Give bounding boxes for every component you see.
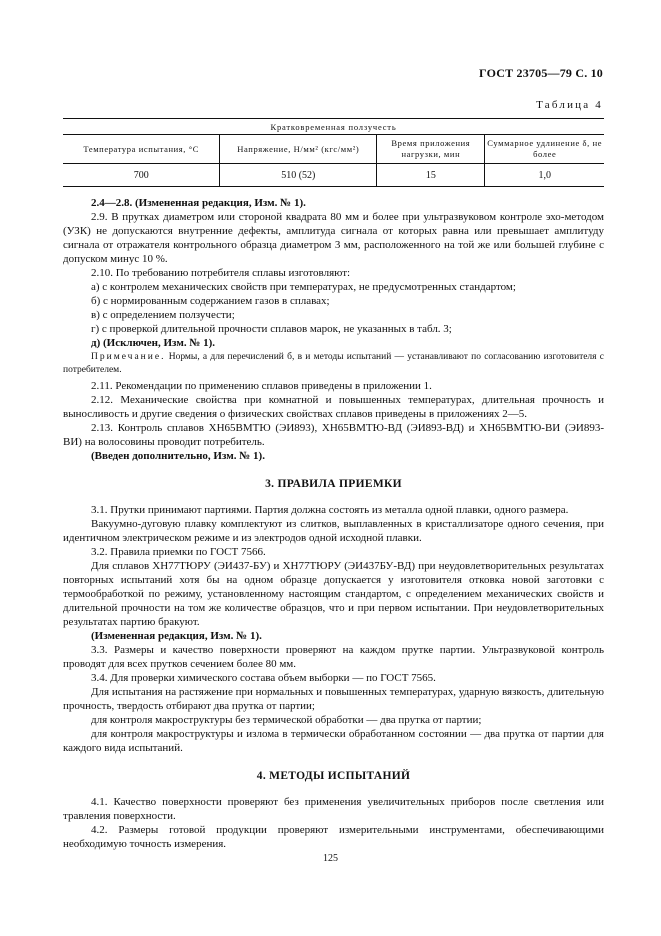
paragraph-2-13: 2.13. Контроль сплавов ХН65ВМТЮ (ЭИ893), ХН65ВМТЮ-ВД (ЭИ893-ВД) и ХН65ВМТЮ-ВИ (ЭИ893-ВИ) на волосовины проводит потребитель. <box>63 422 604 448</box>
list-item: б) с нормированным содержанием газов в сплавах; <box>91 295 330 307</box>
table-caption: Таблица 4 <box>536 99 603 111</box>
list-item: г) с проверкой длительной прочности сплавов марок, не указанных в табл. 3; <box>91 323 452 335</box>
paragraph-2-10: 2.10. По требованию потребителя сплавы изготовляют: <box>91 267 351 279</box>
section-title: 4. МЕТОДЫ ИСПЫТАНИЙ <box>256 770 411 782</box>
creep-table <box>63 118 604 187</box>
paragraph-3-4: 3.4. Для проверки химического состава объем выборки — по ГОСТ 7565. <box>91 672 436 684</box>
note <box>63 351 604 377</box>
section-title: 3. ПРАВИЛА ПРИЕМКИ <box>265 478 402 490</box>
note-text: Нормы, а для перечислений б, в и методы испытаний — устанавливают по согласованию изготовителя с потребителем. <box>63 352 605 375</box>
paragraph-3-2: 3.2. Правила приемки по ГОСТ 7566. <box>91 546 266 558</box>
list-item: а) с контролем механических свойств при температурах, не предусмотренных стандартом; <box>91 281 516 293</box>
paragraph-4-2: 4.2. Размеры готовой продукции проверяют измерительными инструментами, обеспечивающими необходимую точность измерения. <box>63 824 604 850</box>
table-row <box>63 164 604 187</box>
paragraph-2-9: 2.9. В прутках диаметром или стороной квадрата 80 мм и более при ультразвуковом контроле эхо-методом (УЗК) не допускаются внутренние дефекты, амплитуда сигнала от которых равна или превышает амплитуду сигнала от отражателя контрольного образца диаметром 3 мм, расположенного на той же или большей глубине с допуском минус 10 %. <box>63 211 604 265</box>
paragraph: для контроля макроструктуры без термической обработки — два прутка от партии; <box>91 714 482 726</box>
list-item: в) с определением ползучести; <box>91 309 235 321</box>
table-cell: 1,0 <box>485 164 604 187</box>
amendment-note: (Введен дополнительно, Изм. № 1). <box>91 450 265 462</box>
table-column-header: Напряжение, Н/мм² (кгс/мм²) <box>220 135 377 164</box>
note-label: Примечание. <box>91 352 166 362</box>
paragraph: для контроля макроструктуры и излома в термически обработанном состоянии — два прутка от партии для каждого вида испытаний. <box>63 728 604 754</box>
document-body <box>63 196 604 851</box>
table-column-header: Температура испытания, °С <box>63 135 220 164</box>
paragraph-2-12: 2.12. Механические свойства при комнатной и повышенных температурах, длительная прочность и выносливость и другие сведения о физических свойствах сплавов приведены в приложениях 2—5. <box>63 394 604 420</box>
table-span-header: Кратковременная ползучесть <box>63 119 604 135</box>
table-cell: 15 <box>377 164 485 187</box>
paragraph-2-11: 2.11. Рекомендации по применению сплавов приведены в приложении 1. <box>91 380 432 392</box>
amendment-note: (Измененная редакция, Изм. № 1). <box>91 630 262 642</box>
paragraph: Для испытания на растяжение при нормальных и повышенных температурах, ударную вязкость, длительную прочность, твердость отбирают два прутка от партии; <box>63 686 604 712</box>
paragraph-4-1: 4.1. Качество поверхности проверяют без применения увеличительных приборов после светления или травления поверхности. <box>63 796 604 822</box>
paragraph: Для сплавов ХН77ТЮРУ (ЭИ437-БУ) и ХН77ТЮРУ (ЭИ437БУ-ВД) при неудовлетворительных результатах повторных испытаний хотя бы на одном образце допускается у изготовителя отковка новой заготовки с термообработкой по режиму, установленному настоящим стандартом, с определением механических свойств и длительной прочности на том же количестве образцов, что и при первом испытании. При неудовлетворительных результатах партию бракуют. <box>63 560 604 628</box>
paragraph: Вакуумно-дуговую плавку комплектуют из слитков, выплавленных в кристаллизаторе одного сечения, при идентичном электрическом режиме и из электродов одной исходной плавки. <box>63 518 604 544</box>
page-number: 125 <box>323 853 338 864</box>
list-item: д) (Исключен, Изм. № 1). <box>91 337 216 349</box>
paragraph-2-4: 2.4—2.8. (Измененная редакция, Изм. № 1). <box>91 197 306 209</box>
standard-header: ГОСТ 23705—79 С. 10 <box>479 66 603 80</box>
paragraph-3-1: 3.1. Прутки принимают партиями. Партия должна состоять из металла одной плавки, одного размера. <box>91 504 569 516</box>
table-cell: 510 (52) <box>220 164 377 187</box>
table-column-header: Время приложения нагрузки, мин <box>377 135 485 164</box>
paragraph-3-3: 3.3. Размеры и качество поверхности проверяют на каждом прутке партии. Ультразвуковой контроль проводят для всех прутков сечением более 80 мм. <box>63 644 604 670</box>
table-column-header: Суммарное удлинение δ, не более <box>485 135 604 164</box>
table-cell: 700 <box>63 164 220 187</box>
